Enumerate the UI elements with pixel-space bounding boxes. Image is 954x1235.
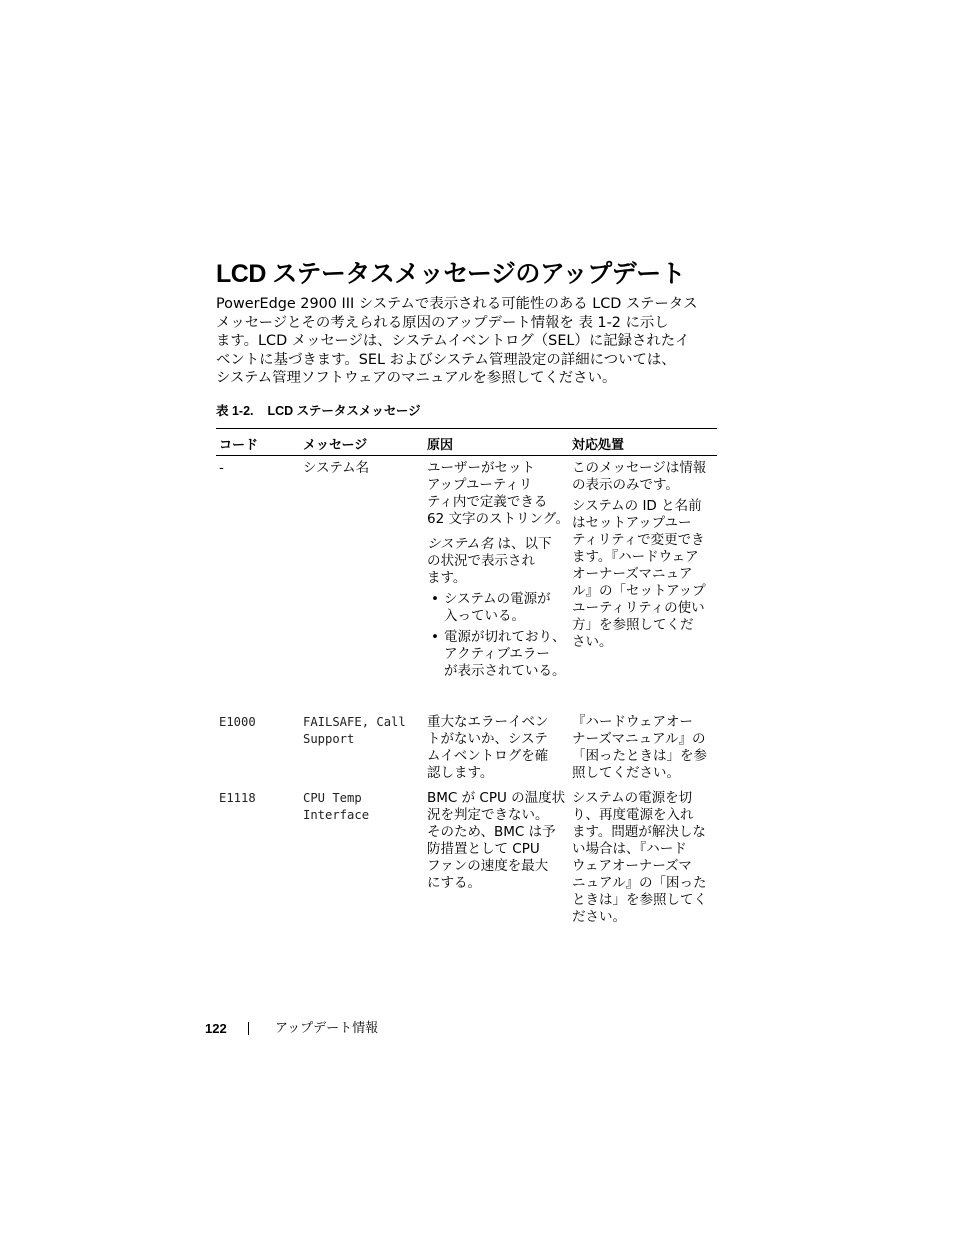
footer-divider <box>248 1022 249 1035</box>
action-line: の表示のみです。 <box>572 477 679 493</box>
cause-cell <box>427 460 569 680</box>
cause-line: アップユーティリ <box>427 477 533 493</box>
cause-line: ユーザーがセット <box>427 460 535 476</box>
intro-line: PowerEdge 2900 III システムで表示される可能性のある LCD ステータス <box>216 296 698 312</box>
code-cell <box>219 460 299 477</box>
action-line: システムの ID と名前 <box>572 498 702 514</box>
action-line: ル』の「セットアップ <box>572 583 706 599</box>
bullet-line: アクティブエラー <box>444 646 550 662</box>
message-line: FAILSAFE, Call <box>303 715 406 729</box>
status-message-table <box>216 428 717 930</box>
cause-cell <box>427 714 569 782</box>
bullet-line: 入っている。 <box>444 608 525 624</box>
action-line: ウェアオーナーズマ <box>572 858 692 874</box>
intro-line: メッセージとその考えられる原因のアップデート情報を 表 1-2 に示し <box>216 314 669 331</box>
intro-line: システム管理ソフトウェアのマニュアルを参照してください。 <box>216 370 617 386</box>
cause-line: 認します。 <box>427 765 494 781</box>
table-caption <box>216 402 716 420</box>
action-cell <box>572 790 717 926</box>
action-line: り、再度電源を入れ <box>572 807 694 823</box>
cause-line <box>427 536 569 553</box>
footer-chapter-title: アップデート情報 <box>275 1021 379 1036</box>
table-row <box>216 460 717 714</box>
cause-line: 重大なエラーイベン <box>427 714 549 730</box>
cause-bullet-list <box>427 591 569 680</box>
action-line: システムの電源を切 <box>572 790 693 806</box>
bullet-line: システムの電源が <box>444 591 551 607</box>
intro-line: ベントに基づきます。SEL およびシステム管理設定の詳細については、 <box>216 351 676 368</box>
action-line: ティリティで変更でき <box>572 532 705 548</box>
action-line: 方」を参照してくだ <box>572 617 694 633</box>
table-caption-title: LCD ステータスメッセージ <box>267 404 421 418</box>
cause-line: ファンの速度を最大 <box>427 858 549 874</box>
action-line: 『ハードウェアオー <box>572 714 693 730</box>
cause-line: 況を判定できない。 <box>427 807 549 823</box>
bullet-item <box>427 591 569 625</box>
table-row <box>216 714 717 790</box>
cause-cell <box>427 790 569 892</box>
page-number: 122 <box>205 1021 227 1036</box>
cause-line: そのため、BMC は予 <box>427 824 556 840</box>
action-line: ニュアル』の「困った <box>572 875 707 891</box>
system-name-term: システム名 <box>427 536 494 552</box>
cause-line: にする。 <box>427 875 481 891</box>
cause-line: ティ内で定義できる <box>427 494 548 510</box>
action-line: い場合は、『ハード <box>572 841 687 857</box>
message-cell <box>303 714 427 748</box>
bullet-line: が表示されている。 <box>444 663 566 679</box>
action-line: ます。問題が解決しな <box>572 824 706 840</box>
action-line: ときは」を参照してく <box>572 892 707 908</box>
cause-line: 防措置として CPU <box>427 841 540 857</box>
action-line: ユーティリティの使い <box>572 600 705 616</box>
action-line: ナーズマニュアル』の <box>572 731 706 747</box>
code-cell: E1118 <box>219 791 256 805</box>
action-line: ます。『ハードウェア <box>572 549 699 565</box>
cause-line: ます。 <box>427 570 467 586</box>
header-code: コード <box>219 437 259 452</box>
intro-paragraph <box>216 295 716 388</box>
action-cell <box>572 714 717 782</box>
code-value: - <box>219 460 224 476</box>
message-line: Support <box>303 732 355 746</box>
action-line: 「困ったときは」を参 <box>572 748 707 764</box>
action-line: オーナーズマニュア <box>572 566 693 582</box>
action-line: ださい。 <box>572 909 626 925</box>
cause-text: は、以下 <box>493 536 552 552</box>
code-cell: E1000 <box>219 715 256 729</box>
section-heading: LCD ステータスメッセージのアップデート <box>216 260 686 288</box>
action-cell <box>572 460 717 651</box>
bullet-item <box>427 629 569 680</box>
message-cell <box>303 460 427 477</box>
bullet-line: 電源が切れており、 <box>444 629 566 645</box>
cause-line: 62 文字のストリング。 <box>427 511 570 527</box>
cause-line: BMC が CPU の温度状 <box>427 790 566 806</box>
table-row <box>216 790 717 930</box>
intro-line: ます。LCD メッセージは、システムイベントログ（SEL）に記録されたイ <box>216 333 690 349</box>
cause-line: の状況で表示され <box>427 553 535 569</box>
bullet-icon: • <box>431 591 439 607</box>
action-line: はセットアップユー <box>572 515 692 531</box>
cause-line: ムイベントログを確 <box>427 748 549 764</box>
action-line: さい。 <box>572 634 613 650</box>
header-cause: 原因 <box>427 437 454 452</box>
table-header-row <box>216 429 717 456</box>
table-caption-label: 表 1-2. <box>216 404 254 418</box>
message-line: Interface <box>303 808 370 822</box>
action-line: 照してください。 <box>572 765 680 781</box>
action-line: このメッセージは情報 <box>572 460 707 476</box>
header-message: メッセージ <box>303 437 368 452</box>
bullet-icon: • <box>431 629 439 645</box>
message-value: システム名 <box>303 460 370 476</box>
message-line: CPU Temp <box>303 791 362 805</box>
page-footer <box>205 1019 505 1039</box>
cause-line: トがないか、システ <box>427 731 548 747</box>
header-action: 対応処置 <box>572 437 625 452</box>
message-cell <box>303 790 427 824</box>
